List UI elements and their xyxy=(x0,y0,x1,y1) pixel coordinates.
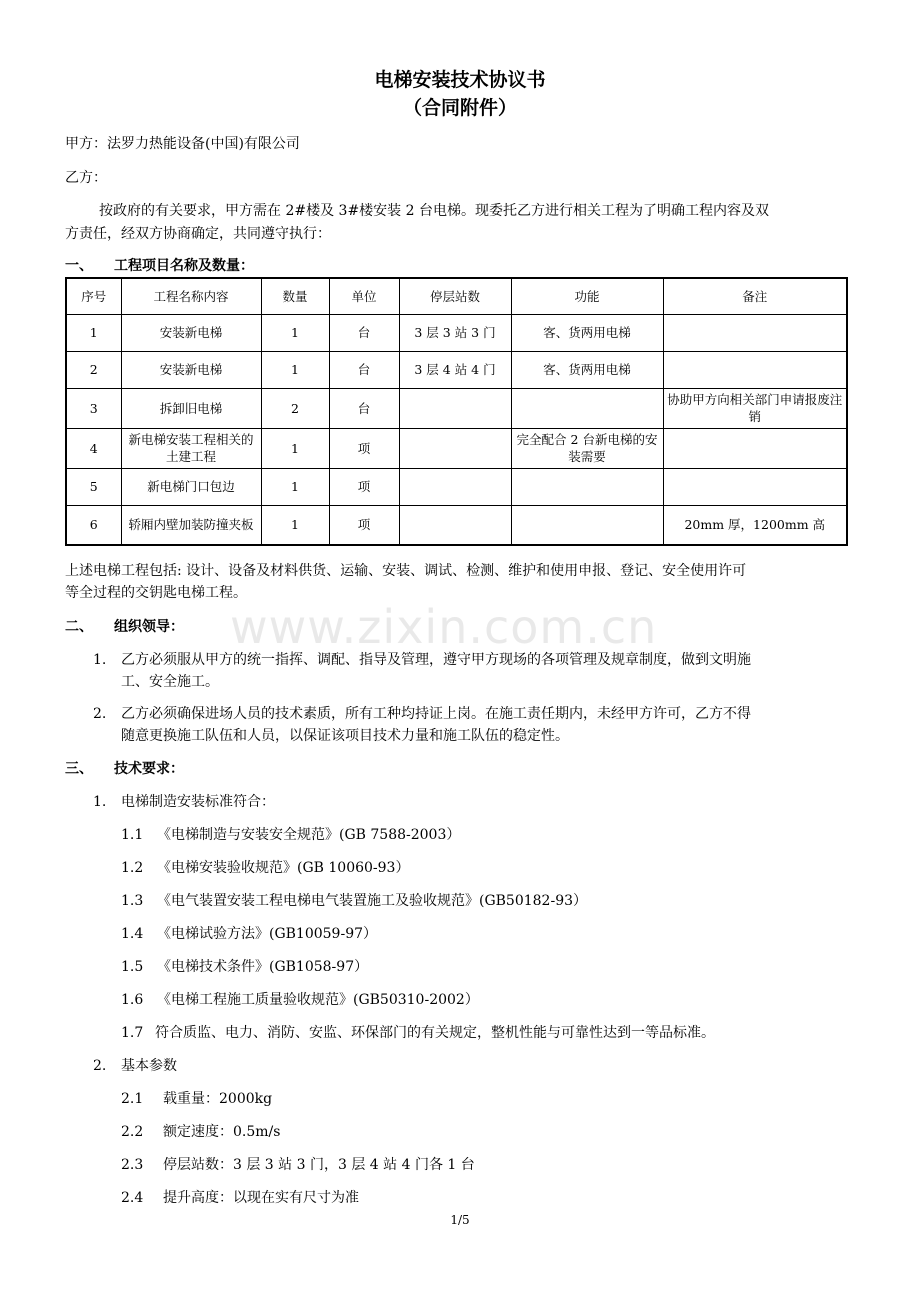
param-number: 2.1 xyxy=(121,1091,144,1107)
table-cell: 1 xyxy=(261,505,329,545)
standard-number: 1.3 xyxy=(121,893,144,909)
table-cell: 2 xyxy=(66,351,121,388)
table-cell: 完全配合 2 台新电梯的安装需要 xyxy=(511,428,663,468)
table-cell: 1 xyxy=(261,468,329,505)
table-row xyxy=(66,505,847,545)
table-cell: 轿厢内壁加装防撞夹板 xyxy=(121,505,261,545)
table-cell xyxy=(663,468,847,505)
table-row xyxy=(66,468,847,505)
param-text: 停层站数：3 层 3 站 3 门，3 层 4 站 4 门各 1 台 xyxy=(163,1157,475,1173)
page-number: 1/5 xyxy=(450,1213,470,1227)
table-cell: 客、货两用电梯 xyxy=(511,351,663,388)
table-cell: 安装新电梯 xyxy=(121,351,261,388)
scope-line-1: 上述电梯工程包括: 设计、设备及材料供货、运输、安装、调试、检测、维护和使用申报、登记、安全使用许可 xyxy=(65,563,747,579)
header-cell: 功能 xyxy=(511,278,663,314)
project-items-table xyxy=(65,277,848,546)
table-cell: 客、货两用电梯 xyxy=(511,314,663,351)
scope-line-2: 等全过程的交钥匙电梯工程。 xyxy=(65,585,247,601)
param-text: 额定速度：0.5m/s xyxy=(163,1124,281,1140)
party-a: 甲方：法罗力热能设备(中国)有限公司 xyxy=(65,136,300,152)
table-header-row xyxy=(66,278,847,314)
param-text: 提升高度：以现在实有尺寸为准 xyxy=(163,1190,359,1206)
param-number: 2.2 xyxy=(121,1124,144,1140)
tech-item-number: 1. xyxy=(93,794,107,810)
standard-number: 1.1 xyxy=(121,827,144,843)
table-cell: 台 xyxy=(329,351,399,388)
table-cell: 4 xyxy=(66,428,121,468)
table-cell xyxy=(399,428,511,468)
standard-text: 《电气装置安装工程电梯电气装置施工及验收规范》(GB50182-93） xyxy=(157,893,588,909)
org-item-number: 2. xyxy=(93,706,107,722)
standard-text: 《电梯技术条件》(GB1058-97） xyxy=(157,959,369,975)
table-cell xyxy=(511,468,663,505)
table-cell: 安装新电梯 xyxy=(121,314,261,351)
standard-number: 1.7 xyxy=(121,1025,144,1041)
table-cell: 2 xyxy=(261,388,329,428)
table-cell: 3 层 4 站 4 门 xyxy=(399,351,511,388)
table-cell xyxy=(663,351,847,388)
table-cell: 协助甲方向相关部门申请报废注销 xyxy=(663,388,847,428)
table-cell: 1 xyxy=(261,314,329,351)
tech-item-text: 电梯制造安装标准符合： xyxy=(121,794,275,810)
document-title: 电梯安装技术协议书 xyxy=(374,69,546,91)
table-cell: 新电梯门口包边 xyxy=(121,468,261,505)
header-cell: 工程名称内容 xyxy=(121,278,261,314)
table-row xyxy=(66,314,847,351)
table-cell xyxy=(399,388,511,428)
table-cell: 1 xyxy=(261,351,329,388)
org-item-line: 工、安全施工。 xyxy=(121,674,219,690)
table-cell: 3 xyxy=(66,388,121,428)
header-cell: 单位 xyxy=(329,278,399,314)
standard-number: 1.2 xyxy=(121,860,144,876)
standard-number: 1.4 xyxy=(121,926,144,942)
table-cell: 20mm 厚，1200mm 高 xyxy=(663,505,847,545)
table-cell: 新电梯安装工程相关的土建工程 xyxy=(121,428,261,468)
table-cell: 项 xyxy=(329,468,399,505)
table-cell: 台 xyxy=(329,314,399,351)
standard-number: 1.5 xyxy=(121,959,144,975)
intro-line-2: 方责任，经双方协商确定，共同遵守执行： xyxy=(65,226,331,242)
table-cell xyxy=(663,314,847,351)
table-row xyxy=(66,388,847,428)
document-subtitle: （合同附件） xyxy=(402,97,517,119)
table-cell: 3 层 3 站 3 门 xyxy=(399,314,511,351)
table-cell: 6 xyxy=(66,505,121,545)
table-cell xyxy=(511,505,663,545)
table-cell: 台 xyxy=(329,388,399,428)
header-cell: 数量 xyxy=(261,278,329,314)
header-cell: 停层站数 xyxy=(399,278,511,314)
org-item-number: 1. xyxy=(93,652,107,668)
table-cell: 5 xyxy=(66,468,121,505)
intro-line-1: 按政府的有关要求，甲方需在 2#楼及 3#楼安装 2 台电梯。现委托乙方进行相关工程为了明确工程内容及双 xyxy=(99,203,769,219)
tech-item-number: 2. xyxy=(93,1058,107,1074)
table-cell: 项 xyxy=(329,505,399,545)
param-number: 2.4 xyxy=(121,1190,144,1206)
standard-text: 《电梯试验方法》(GB10059-97） xyxy=(157,926,378,942)
table-cell: 项 xyxy=(329,428,399,468)
header-cell: 备注 xyxy=(663,278,847,314)
tech-item-text: 基本参数 xyxy=(121,1058,177,1074)
table-cell: 拆卸旧电梯 xyxy=(121,388,261,428)
standard-text: 《电梯安装验收规范》(GB 10060-93） xyxy=(157,860,410,876)
table-cell xyxy=(399,468,511,505)
table-cell xyxy=(511,388,663,428)
standard-text: 《电梯制造与安装安全规范》(GB 7588-2003） xyxy=(157,827,461,843)
standard-text: 符合质监、电力、消防、安监、环保部门的有关规定，整机性能与可靠性达到一等品标准。 xyxy=(155,1025,715,1041)
org-item-line: 随意更换施工队伍和人员，以保证该项目技术力量和施工队伍的稳定性。 xyxy=(121,728,569,744)
standard-text: 《电梯工程施工质量验收规范》(GB50310-2002） xyxy=(157,992,479,1008)
table-cell: 1 xyxy=(261,428,329,468)
param-text: 载重量：2000kg xyxy=(163,1091,273,1107)
table-row xyxy=(66,351,847,388)
org-item-line: 乙方必须服从甲方的统一指挥、调配、指导及管理，遵守甲方现场的各项管理及规章制度，做到文明施 xyxy=(121,652,751,668)
section-1-heading: 一、 工程项目名称及数量： xyxy=(65,258,254,274)
table-cell xyxy=(399,505,511,545)
org-item-line: 乙方必须确保进场人员的技术素质，所有工种均持证上岗。在施工责任期内，未经甲方许可，乙方不得 xyxy=(121,706,751,722)
param-number: 2.3 xyxy=(121,1157,144,1173)
header-cell: 序号 xyxy=(66,278,121,314)
standard-number: 1.6 xyxy=(121,992,144,1008)
section-3-heading: 三、 技术要求： xyxy=(65,761,184,777)
table-cell: 1 xyxy=(66,314,121,351)
table-row xyxy=(66,428,847,468)
table-cell xyxy=(663,428,847,468)
section-2-heading: 二、 组织领导： xyxy=(65,619,184,635)
watermark: www.zixin.com.cn xyxy=(230,600,658,654)
party-b: 乙方： xyxy=(65,170,107,186)
